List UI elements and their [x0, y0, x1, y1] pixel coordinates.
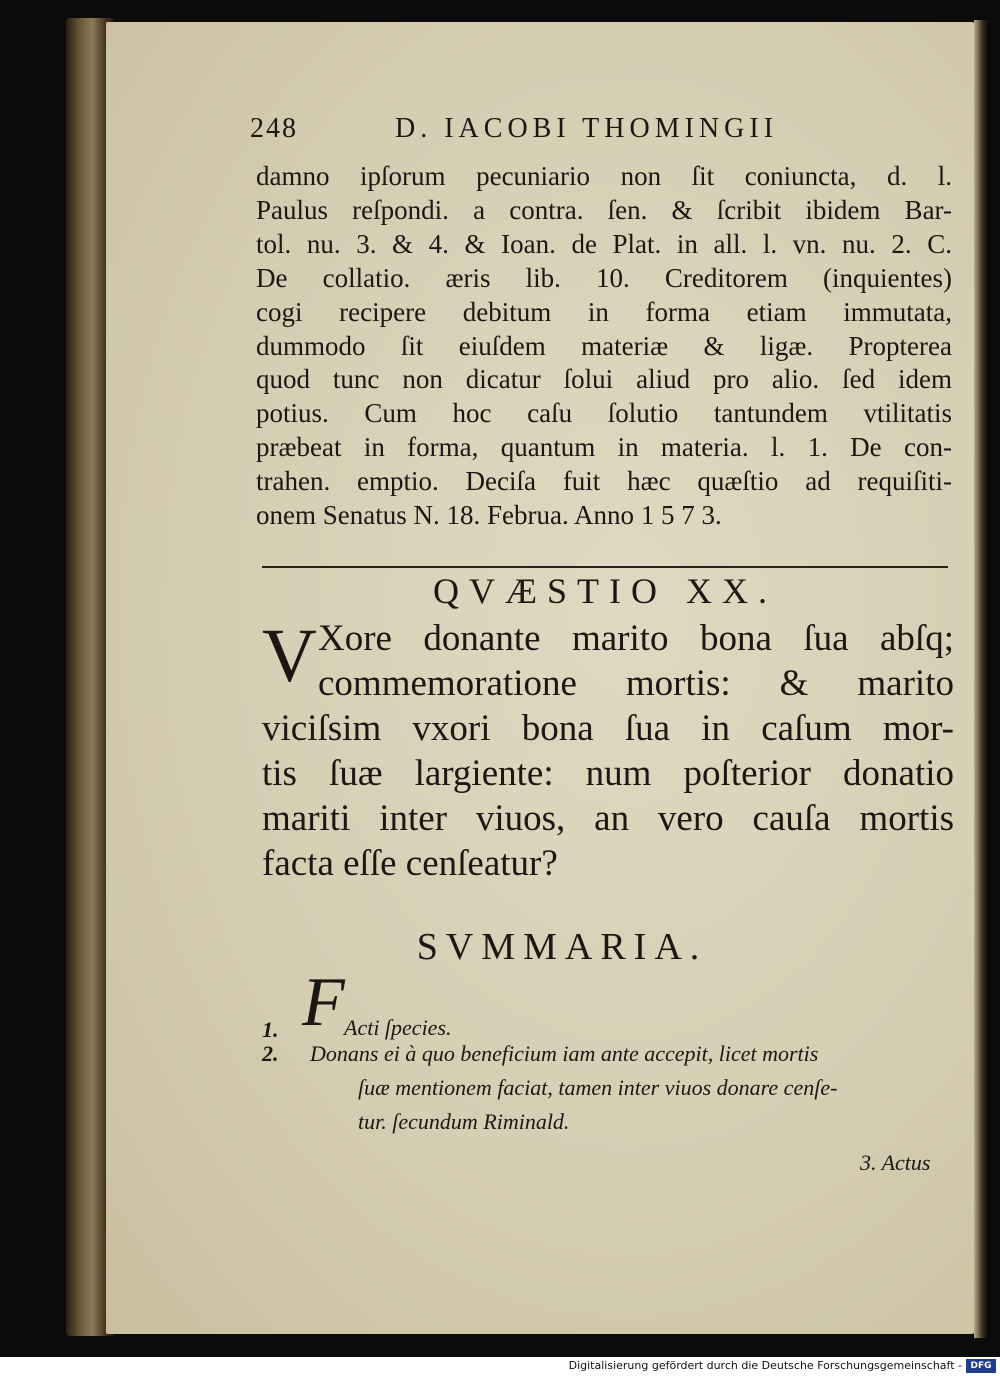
item-number: 2. [262, 1041, 279, 1066]
question-line: facta eſſe cenſeatur? [262, 843, 558, 884]
question-text [262, 616, 954, 886]
body-line: trahen. emptio. Deciſa fuit hæc quæſtio ad requiſiti- [256, 466, 952, 497]
body-line: damno ipſorum pecuniario non ſit coniuncta, d. l. [256, 161, 952, 191]
ornamental-initial: F [302, 964, 345, 1041]
summary-item [262, 1037, 957, 1139]
question-line: commemoratione mortis: & marito [318, 663, 954, 704]
dfg-logo: DFG [966, 1359, 996, 1373]
body-line: præbeat in forma, quantum in materia. l. 1. De con- [256, 432, 952, 463]
item-line: ſuæ mentionem faciat, tamen inter viuos donare cenſe- [358, 1075, 838, 1100]
item-line: tur. ſecundum Riminald. [358, 1109, 570, 1134]
summaria-heading: SVMMARIA. [416, 926, 708, 968]
funding-notice: Digitalisierung gefördert durch die Deutsche Forschungsgemeinschaft - [568, 1359, 962, 1372]
summary-item [262, 964, 957, 1042]
body-line: potius. Cum hoc caſu ſolutio tantundem vtilitatis [256, 398, 952, 429]
item-text: Acti ſpecies. [344, 1015, 452, 1040]
body-line: dummodo ſit eiuſdem materiæ & ligæ. Propterea [256, 330, 952, 361]
footer-bar [0, 1357, 1000, 1376]
body-line: De collatio. æris lib. 10. Creditorem (inquientes) [256, 262, 952, 293]
section-divider [262, 566, 948, 568]
question-line: Xore donante marito bona ſua abſq; [318, 618, 954, 659]
page-gutter-shadow [974, 20, 988, 1338]
item-line: Donans ei à quo beneficium iam ante accepit, licet mortis [310, 1041, 819, 1066]
catchword: 3. Actus [860, 1150, 931, 1175]
summary-list [262, 965, 957, 1139]
body-line: onem Senatus N. 18. Februa. Anno 1 5 7 3. [256, 500, 722, 531]
body-line: quod tunc non dicatur ſolui aliud pro alio. ſed idem [256, 364, 952, 395]
body-line: Paulus reſpondi. a contra. ſen. & ſcribit ibidem Bar- [256, 194, 952, 225]
page-number: 248 [250, 113, 298, 144]
question-line: viciſsim vxori bona ſua in caſum mor- [262, 708, 954, 749]
question-line: tis ſuæ largiente: num poſterior donatio [262, 753, 954, 794]
body-paragraph [256, 160, 952, 533]
drop-cap: V [262, 614, 317, 698]
question-line: mariti inter viuos, an vero cauſa mortis [262, 798, 954, 839]
item-number: 1. [262, 1017, 279, 1042]
item-text [262, 1037, 957, 1139]
running-header [250, 113, 950, 157]
running-title: D. IACOBI THOMINGII [395, 113, 779, 144]
body-line: tol. nu. 3. & 4. & Ioan. de Plat. in all. l. vn. nu. 2. C. [256, 228, 952, 259]
question-heading: QVÆSTIO XX. [433, 571, 777, 611]
body-line: cogi recipere debitum in forma etiam immutata, [256, 296, 952, 327]
